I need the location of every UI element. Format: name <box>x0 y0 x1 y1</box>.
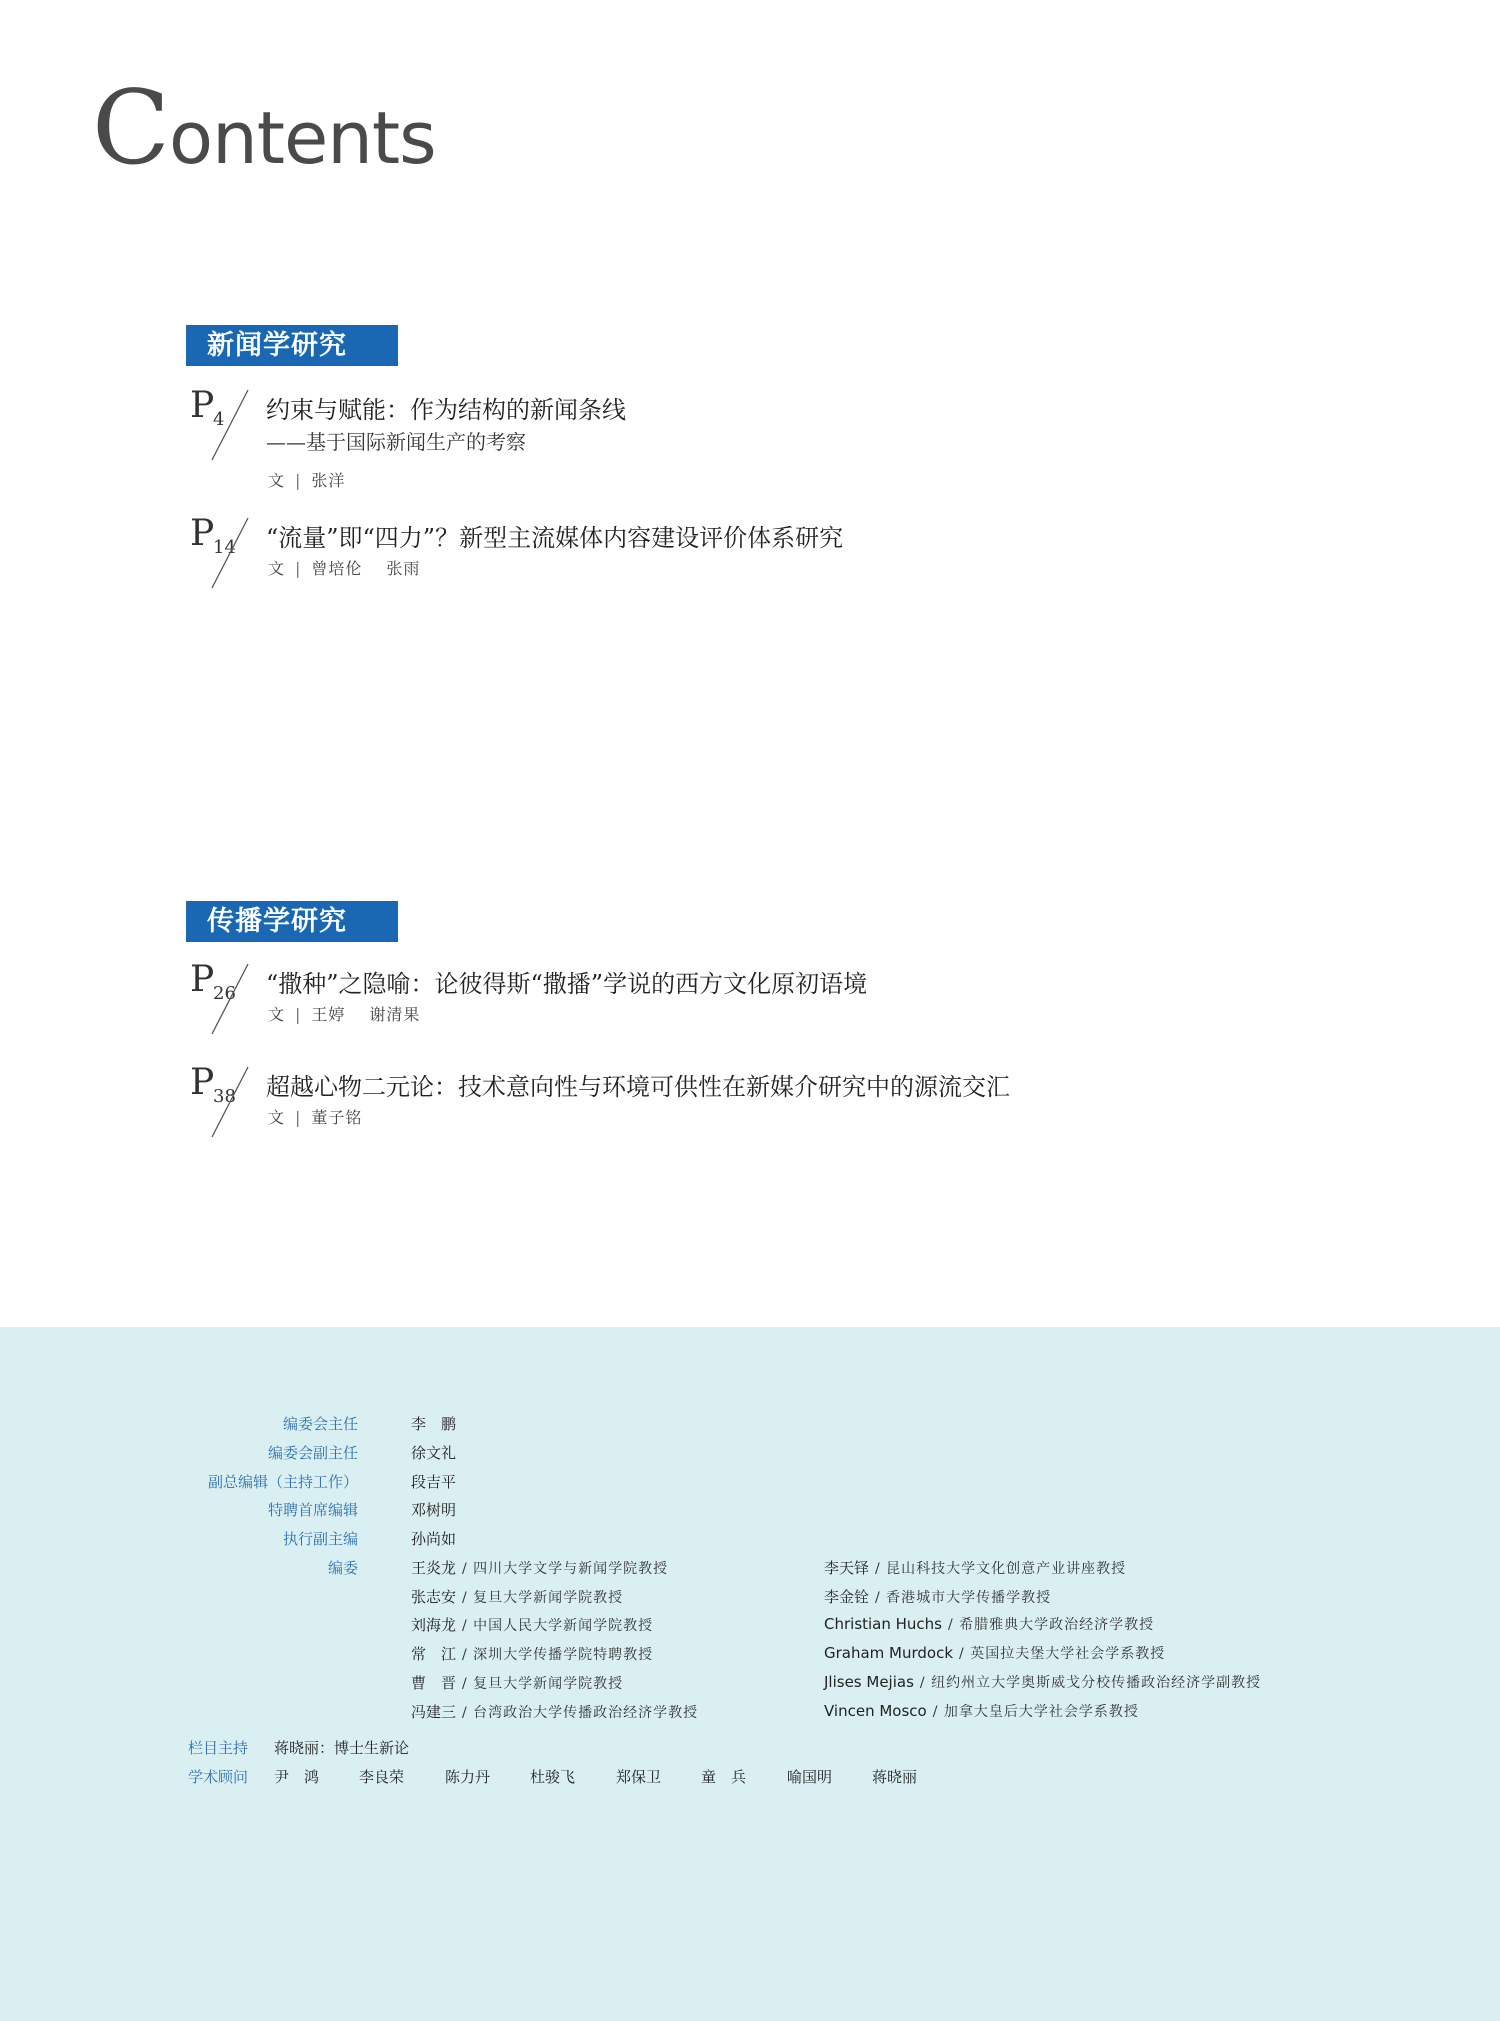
advisors-label: 学术顾问 <box>188 1768 249 1786</box>
role-label: 执行副主编 <box>282 1530 358 1548</box>
article-authors: 文 | 张洋 <box>268 471 346 490</box>
article-title[interactable]: “流量”即“四力”？新型主流媒体内容建设评价体系研究 <box>266 524 844 552</box>
role-label: 特聘首席编辑 <box>267 1501 358 1519</box>
board-member: 李金铨 / 香港城市大学传播学教授 <box>824 1588 1052 1606</box>
board-member: 王炎龙 / 四川大学文学与新闻学院教授 <box>411 1559 669 1577</box>
section-label-communication: 传播学研究 <box>186 901 398 942</box>
board-member: 冯建三 / 台湾政治大学传播政治经济学教授 <box>411 1703 699 1721</box>
board-member: Jlises Mejias / 纽约州立大学奥斯威戈分校传播政治经济学副教授 <box>824 1673 1262 1691</box>
page-number: 38 <box>213 1086 236 1107</box>
advisor-name: 蒋晓丽 <box>872 1768 918 1786</box>
advisor-name: 尹 鸿 <box>274 1768 320 1786</box>
role-person: 李 鹏 <box>411 1415 457 1433</box>
page-marker: P 38 <box>186 1061 256 1141</box>
advisor-name: 李良荣 <box>359 1768 405 1786</box>
page-marker: P 4 <box>186 384 256 464</box>
article-title[interactable]: 超越心物二元论：技术意向性与环境可供性在新媒介研究中的源流交汇 <box>266 1073 1010 1101</box>
advisor-name: 陈力丹 <box>445 1768 491 1786</box>
page-marker: P 14 <box>186 512 256 592</box>
article-title[interactable]: 约束与赋能：作为结构的新闻条线 <box>266 396 626 424</box>
section-label-journalism: 新闻学研究 <box>186 325 398 366</box>
page-marker: P 26 <box>186 958 256 1038</box>
role-label: 编委会主任 <box>282 1415 358 1433</box>
article-authors: 文 | 董子铭 <box>268 1108 363 1127</box>
masthead-panel <box>0 1327 1500 2021</box>
role-label-board: 编委 <box>327 1559 358 1577</box>
toc-entry[interactable] <box>186 384 1086 494</box>
column-host-value: 蒋晓丽：博士生新论 <box>274 1739 410 1757</box>
article-title[interactable]: “撒种”之隐喻：论彼得斯“撒播”学说的西方文化原初语境 <box>266 970 868 998</box>
role-label: 副总编辑（主持工作） <box>207 1473 358 1491</box>
slash-divider-icon <box>186 384 256 464</box>
board-member: 曹 晋 / 复旦大学新闻学院教授 <box>411 1674 624 1692</box>
advisor-name: 杜骏飞 <box>530 1768 576 1786</box>
role-person: 孙尚如 <box>411 1530 457 1548</box>
board-member: Vincen Mosco / 加拿大皇后大学社会学系教授 <box>824 1702 1139 1720</box>
article-authors: 文 | 王婷 谢清果 <box>268 1005 421 1024</box>
toc-entry[interactable] <box>186 1061 1086 1171</box>
board-member: 常 江 / 深圳大学传播学院特聘教授 <box>411 1645 654 1663</box>
board-member: Graham Murdock / 英国拉夫堡大学社会学系教授 <box>824 1644 1166 1662</box>
board-member: Christian Huchs / 希腊雅典大学政治经济学教授 <box>824 1615 1155 1633</box>
role-label: 编委会副主任 <box>267 1444 358 1462</box>
toc-entry[interactable] <box>186 958 1086 1068</box>
advisor-name: 郑保卫 <box>616 1768 662 1786</box>
slash-divider-icon <box>186 1061 256 1141</box>
role-person: 邓树明 <box>411 1501 457 1519</box>
article-subtitle: ——基于国际新闻生产的考察 <box>266 430 526 454</box>
toc-entry[interactable] <box>186 512 1086 622</box>
role-person: 徐文礼 <box>411 1444 457 1462</box>
role-person: 段吉平 <box>411 1473 457 1491</box>
page-title: Contents <box>92 69 436 188</box>
page-number: 14 <box>213 537 236 558</box>
column-host-label: 栏目主持 <box>188 1739 249 1757</box>
page-number: 26 <box>213 983 236 1004</box>
slash-divider-icon <box>186 958 256 1038</box>
board-member: 刘海龙 / 中国人民大学新闻学院教授 <box>411 1616 654 1634</box>
slash-divider-icon <box>186 512 256 592</box>
board-member: 李天铎 / 昆山科技大学文化创意产业讲座教授 <box>824 1559 1127 1577</box>
board-member: 张志安 / 复旦大学新闻学院教授 <box>411 1588 624 1606</box>
advisor-name: 喻国明 <box>787 1768 833 1786</box>
advisor-name: 童 兵 <box>701 1768 747 1786</box>
article-authors: 文 | 曾培伦 张雨 <box>268 559 421 578</box>
page-number: 4 <box>213 409 225 430</box>
